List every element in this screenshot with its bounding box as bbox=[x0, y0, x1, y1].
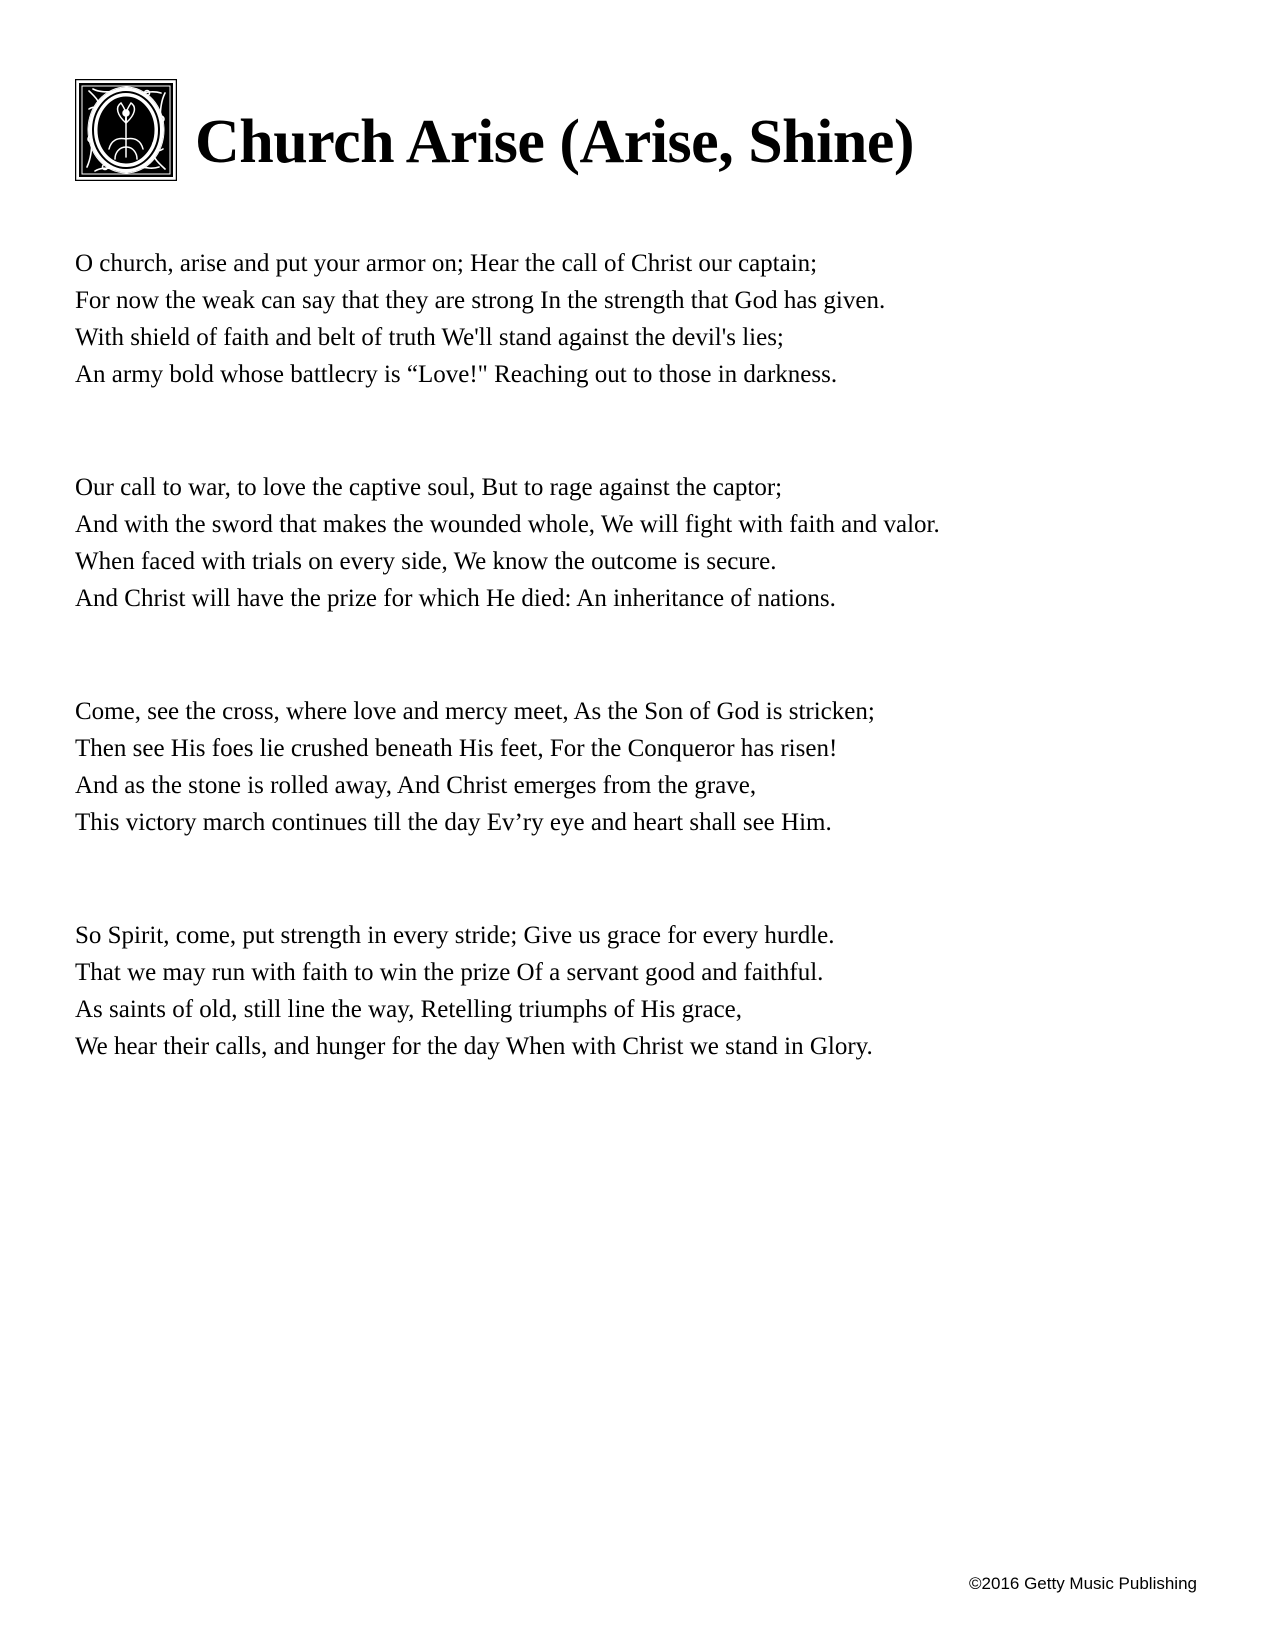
title-row bbox=[75, 75, 914, 181]
lyric-line: Then see His foes lie crushed beneath His feet, For the Conqueror has risen! bbox=[75, 735, 838, 762]
lyric-line: For now the weak can say that they are strong In the strength that God has given. bbox=[75, 287, 886, 314]
ornamental-initial-o-icon bbox=[75, 79, 177, 181]
verse-3 bbox=[75, 693, 1225, 841]
lyric-line: As saints of old, still line the way, Retelling triumphs of His grace, bbox=[75, 996, 743, 1023]
lyric-line: This victory march continues till the day Ev’ry eye and heart shall see Him. bbox=[75, 809, 832, 836]
lyric-line: And Christ will have the prize for which He died: An inheritance of nations. bbox=[75, 585, 836, 612]
lyric-line: And with the sword that makes the wounded whole, We will fight with faith and valor. bbox=[75, 511, 940, 538]
verse-2 bbox=[75, 469, 1225, 617]
lyric-line: And as the stone is rolled away, And Christ emerges from the grave, bbox=[75, 772, 757, 799]
verse-4 bbox=[75, 917, 1225, 1065]
copyright-notice: ©2016 Getty Music Publishing bbox=[969, 1574, 1197, 1593]
lyric-line: We hear their calls, and hunger for the day When with Christ we stand in Glory. bbox=[75, 1033, 873, 1060]
lyric-line: That we may run with faith to win the prize Of a servant good and faithful. bbox=[75, 959, 824, 986]
lyric-line: With shield of faith and belt of truth We'll stand against the devil's lies; bbox=[75, 324, 784, 351]
lyric-line: When faced with trials on every side, We know the outcome is secure. bbox=[75, 548, 777, 575]
verse-1 bbox=[75, 245, 1225, 393]
lyric-line: Come, see the cross, where love and mercy meet, As the Son of God is stricken; bbox=[75, 698, 875, 725]
lyric-line: So Spirit, come, put strength in every stride; Give us grace for every hurdle. bbox=[75, 922, 835, 949]
song-title: Church Arise (Arise, Shine) bbox=[195, 108, 915, 176]
lyric-line: Our call to war, to love the captive soul, But to rage against the captor; bbox=[75, 474, 783, 501]
lyric-line: An army bold whose battlecry is “Love!" Reaching out to those in darkness. bbox=[75, 361, 838, 388]
lyric-line: O church, arise and put your armor on; Hear the call of Christ our captain; bbox=[75, 250, 818, 277]
